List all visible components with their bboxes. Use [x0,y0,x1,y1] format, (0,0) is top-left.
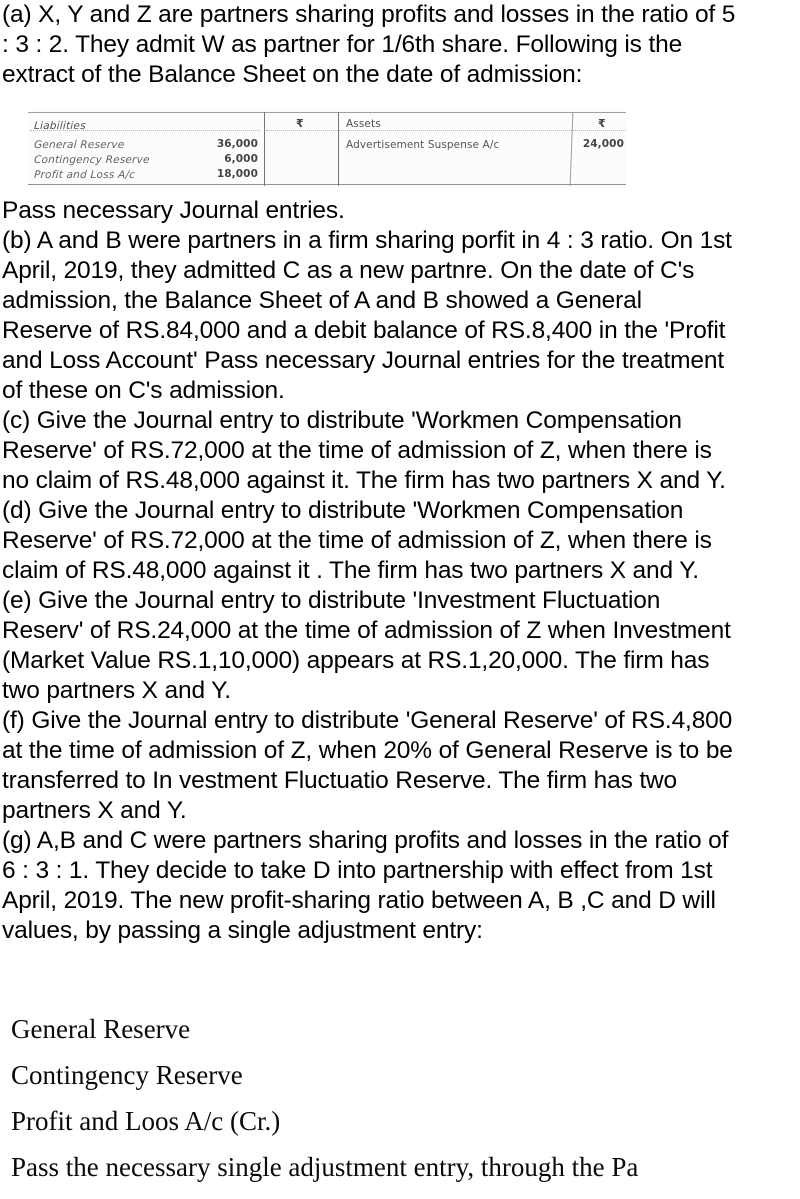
question-line-5: and Loss Account' Pass necessary Journal entries for the treatment [2,347,725,374]
table-bottom-rule [28,184,626,185]
question-line-11: Reserve' of RS.72,000 at the time of admission of Z, when there is [2,527,712,554]
question-line-21: (g) A,B and C were partners sharing profits and losses in the ratio of [2,827,729,854]
serif-items-block [0,1006,800,1190]
question-line-0: (a) X, Y and Z are partners sharing profits and losses in the ratio of 5 [2,1,736,28]
question-line-12: claim of RS.48,000 against it . The firm has two partners X and Y. [2,557,699,584]
table-header-liabilities: Liabilities [33,120,87,132]
question-text-block-top [0,0,800,90]
question-line-7: (c) Give the Journal entry to distribute 'Workmen Compensation [2,407,682,434]
question-line-0: Pass necessary Journal entries. [2,197,345,224]
question-line-1: (b) A and B were partners in a firm sharing porfit in 4 : 3 ratio. On 1st [2,227,732,254]
question-line-10: (d) Give the Journal entry to distribute 'Workmen Compensation [2,497,684,524]
table-row-liability-particular: General Reserve [33,139,125,151]
table-header-assets: Assets [346,118,381,130]
question-text-block-main [0,196,800,946]
question-line-17: (f) Give the Journal entry to distribute 'General Reserve' of RS.4,800 [2,707,733,734]
table-row-liability-particular: Profit and Loss A/c [33,169,136,181]
table-row-liability-particular: Contingency Reserve [33,154,151,166]
table-row-liability-amount: 36,000 [216,138,258,150]
question-line-16: two partners X and Y. [2,677,231,704]
balance-sheet-extract-image [28,110,626,188]
question-line-22: 6 : 3 : 1. They decide to take D into partnership with effect from 1st [2,857,713,884]
question-line-9: no claim of RS.48,000 against it. The firm has two partners X and Y. [2,467,726,494]
question-line-23: April, 2019. The new profit-sharing ratio between A, B ,C and D will [2,887,716,914]
table-header-currency-left: ₹ [296,117,304,130]
serif-line-0: General Reserve [11,1014,191,1044]
table-top-rule [28,112,626,113]
question-line-2: April, 2019, they admitted C as a new partnre. On the date of C's [2,257,695,284]
table-row-asset-particular: Advertisement Suspense A/c [346,139,500,151]
table-header-currency-right: ₹ [598,117,606,130]
question-line-14: Reserv' of RS.24,000 at the time of admission of Z when Investment [2,617,731,644]
table-divider-amount-right [570,112,574,186]
table-row-liability-amount: 6,000 [224,153,258,165]
question-line-6: of these on C's admission. [2,377,285,404]
question-line-1: : 3 : 2. They admit W as partner for 1/6th share. Following is the [2,31,683,58]
question-line-8: Reserve' of RS.72,000 at the time of admission of Z, when there is [2,437,712,464]
question-line-3: admission, the Balance Sheet of A and B showed a General [2,287,642,314]
question-line-4: Reserve of RS.84,000 and a debit balance of RS.8,400 in the 'Profit [2,317,726,344]
serif-line-2: Profit and Loos A/c (Cr.) [11,1106,281,1136]
question-line-20: partners X and Y. [2,797,187,824]
question-line-19: transferred to In vestment Fluctuatio Reserve. The firm has two [2,767,678,794]
table-row-asset-amount: 24,000 [582,138,624,150]
table-divider-center [338,112,339,186]
question-line-18: at the time of admission of Z, when 20% of General Reserve is to be [2,737,733,764]
question-line-13: (e) Give the Journal entry to distribute 'Investment Fluctuation [2,587,661,614]
serif-line-1: Contingency Reserve [11,1060,243,1090]
question-line-15: (Market Value RS.1,10,000) appears at RS.1,20,000. The firm has [2,647,710,674]
table-divider-amount-left [264,112,265,186]
question-line-24: values, by passing a single adjustment entry: [2,917,483,944]
question-line-2: extract of the Balance Sheet on the date of admission: [2,61,583,88]
table-row-liability-amount: 18,000 [216,168,258,180]
serif-line-3: Pass the necessary single adjustment entry, through the Pa [11,1152,639,1182]
